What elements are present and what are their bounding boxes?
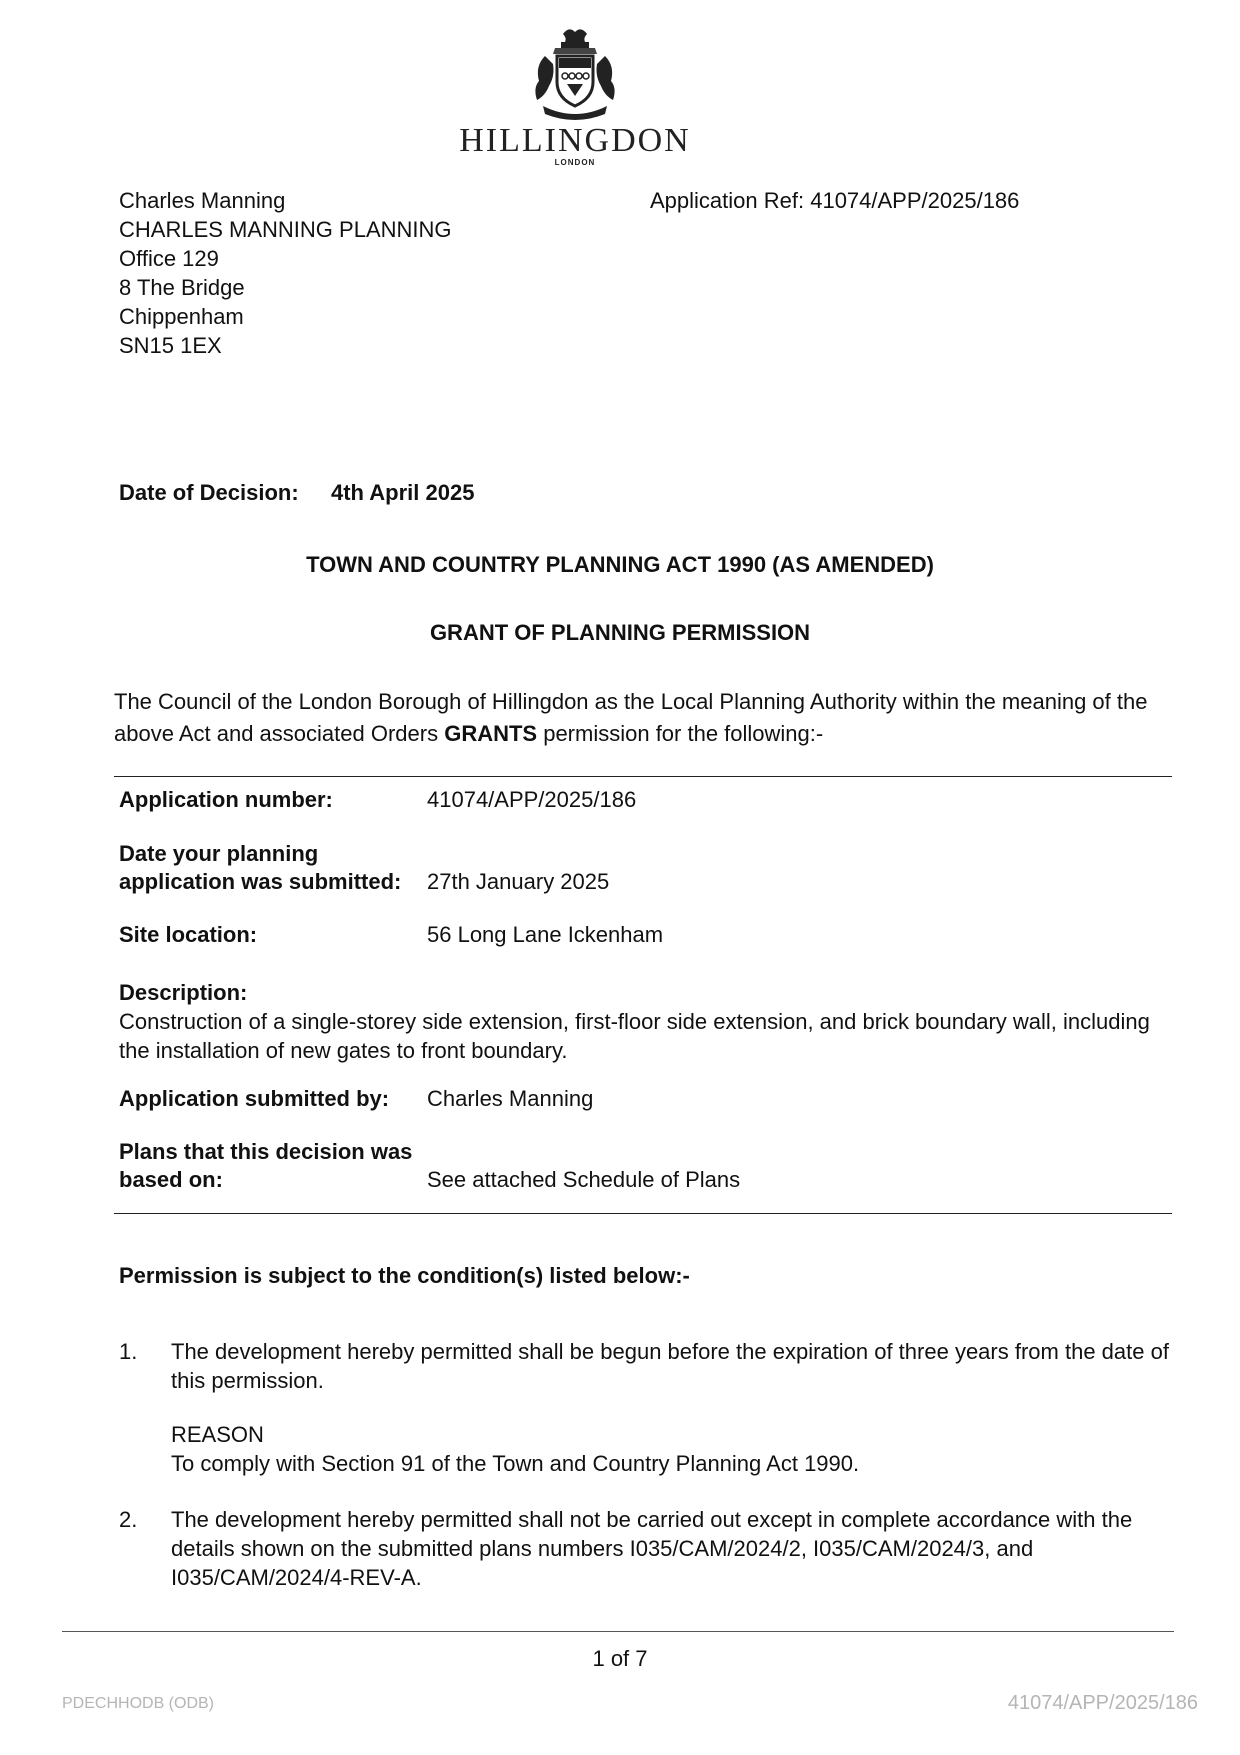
- table-bottom-divider: [114, 1213, 1172, 1214]
- detail-site-location: [119, 921, 663, 949]
- detail-label-line: application was submitted:: [119, 869, 402, 894]
- detail-label-line: Date your planning: [119, 841, 319, 866]
- detail-label-line: based on:: [119, 1167, 223, 1192]
- address-line: CHARLES MANNING PLANNING: [119, 217, 452, 242]
- date-of-decision-label: Date of Decision:: [119, 480, 299, 505]
- footer-ref: 41074/APP/2025/186: [1007, 1692, 1198, 1714]
- detail-submitted-date: [119, 840, 609, 896]
- condition-text: The development hereby permitted shall be begun before the expiration of three years from the date of this permission.: [171, 1339, 1169, 1393]
- detail-label: [119, 1138, 427, 1194]
- address-line: Chippenham: [119, 304, 244, 329]
- page-number: 1 of 7: [592, 1646, 648, 1671]
- recipient-address: [119, 186, 452, 360]
- detail-value: 27th January 2025: [427, 869, 610, 894]
- conditions-heading: Permission is subject to the condition(s) listed below:-: [119, 1263, 690, 1288]
- address-line: 8 The Bridge: [119, 275, 245, 300]
- detail-value: See attached Schedule of Plans: [427, 1167, 741, 1192]
- table-top-divider: [114, 776, 1172, 777]
- council-logo: [455, 26, 695, 174]
- address-line: Charles Manning: [119, 188, 286, 213]
- detail-label-line: Plans that this decision was: [119, 1139, 413, 1164]
- application-ref-value: 41074/APP/2025/186: [810, 188, 1020, 213]
- intro-grants: GRANTS: [444, 721, 538, 746]
- coat-of-arms-icon: [525, 26, 625, 124]
- detail-label: [119, 840, 427, 896]
- condition-reason-text: To comply with Section 91 of the Town and Country Planning Act 1990.: [171, 1451, 860, 1476]
- detail-plans: [119, 1138, 740, 1194]
- date-of-decision-value: 4th April 2025: [331, 480, 475, 505]
- council-name: HILLINGDON: [459, 122, 691, 159]
- intro-text-end: permission for the following:-: [537, 721, 824, 746]
- intro-text: The Council of the London Borough of Hillingdon as the Local Planning Authority within the meaning of the above Act and associated Orders: [114, 689, 1148, 746]
- detail-value: 41074/APP/2025/186: [427, 787, 637, 812]
- council-subtitle: LONDON: [554, 158, 596, 167]
- detail-label: Site location:: [119, 922, 258, 947]
- detail-value: Charles Manning: [427, 1086, 594, 1111]
- condition-item: [119, 1337, 1179, 1478]
- condition-text: The development hereby permitted shall not be carried out except in complete accordance with the details shown on the submitted plans numbers I035/CAM/2024/2, I035/CAM/2024/3, and I035/CAM/2024/4-REV-A.: [171, 1507, 1133, 1590]
- detail-label: Description:: [119, 980, 248, 1005]
- detail-value: Construction of a single-storey side extension, first-floor side extension, and brick boundary wall, including the installation of new gates to front boundary.: [119, 1009, 1150, 1063]
- application-ref-label: Application Ref:: [650, 188, 805, 213]
- condition-number: 2.: [119, 1507, 138, 1532]
- detail-value: 56 Long Lane Ickenham: [427, 922, 664, 947]
- condition-item: [119, 1505, 1179, 1592]
- act-heading: TOWN AND COUNTRY PLANNING ACT 1990 (AS AMENDED): [306, 552, 934, 577]
- date-of-decision: [119, 480, 474, 506]
- condition-reason-label: REASON: [171, 1422, 264, 1447]
- footer-code: PDECHHODB (ODB): [62, 1695, 215, 1712]
- address-line: Office 129: [119, 246, 219, 271]
- detail-submitted-by: [119, 1085, 593, 1113]
- condition-number: 1.: [119, 1339, 138, 1364]
- detail-label: Application number:: [119, 787, 333, 812]
- intro-paragraph: [114, 686, 1174, 750]
- detail-description: [119, 978, 1169, 1065]
- detail-label: Application submitted by:: [119, 1086, 390, 1111]
- grant-heading: GRANT OF PLANNING PERMISSION: [429, 620, 811, 645]
- application-ref: [650, 186, 1019, 215]
- detail-application-number: [119, 786, 636, 814]
- footer-divider: [62, 1631, 1174, 1632]
- address-line: SN15 1EX: [119, 333, 222, 358]
